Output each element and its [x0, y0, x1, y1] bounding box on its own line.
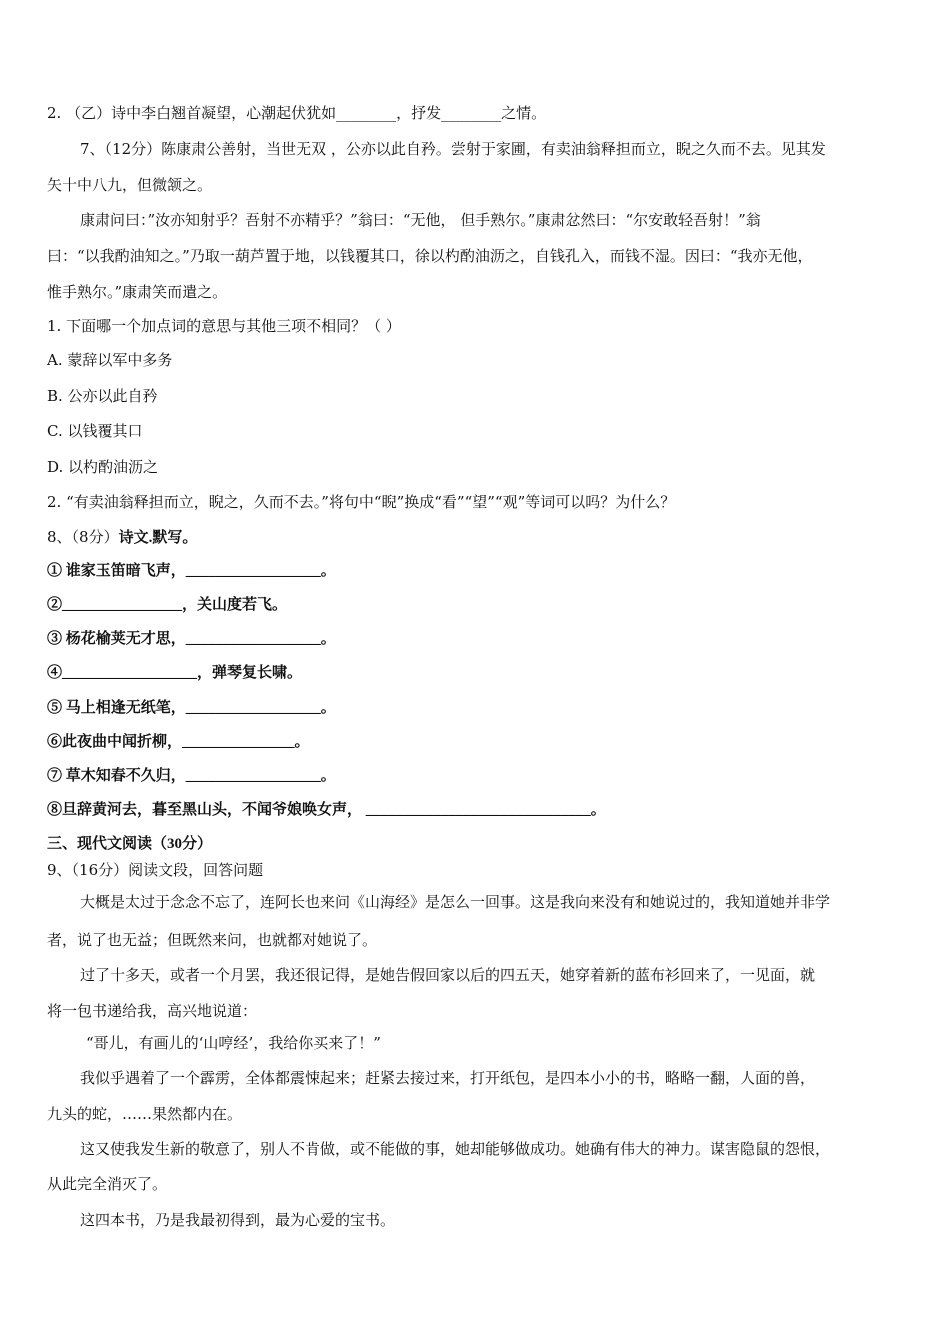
q8-item-7: ⑦ 草木知春不久归，__________________。: [47, 768, 336, 784]
q9-line: 大概是太过于念念不忘了，连阿长也来问《山海经》是怎么一回事。这是我向来没有和她说过的，我知道她并非学: [80, 893, 831, 911]
q8-item-5: ⑤ 马上相逢无纸笔，__________________。: [47, 700, 336, 716]
q9-line: 这四本书，乃是我最初得到，最为心爱的宝书。: [80, 1211, 396, 1229]
q9-line: 过了十多天，或者一个月罢，我还很记得，是她告假回家以后的四五天，她穿着新的蓝布衫回来了，一见面，就: [80, 966, 816, 984]
q8-item-6: ⑥此夜曲中闻折柳，_______________。: [47, 734, 310, 750]
q9-line: 者，说了也无益；但既然来问，也就都对她说了。: [47, 931, 378, 949]
q7-option-d: D. 以杓酌油沥之: [47, 458, 159, 476]
q7-option-c: C. 以钱覆其口: [47, 422, 143, 440]
section3-title: 三、现代文阅读（30分）: [47, 836, 213, 852]
q8-heading-bold: 诗文.默写。: [118, 530, 198, 546]
q8-item-1: ① 谁家玉笛暗飞声，__________________。: [47, 563, 336, 579]
q8-heading: [47, 527, 197, 548]
q9-stem: 9、（16分）阅读文段，回答问题: [47, 861, 264, 879]
q7-para2-line3: 惟手熟尔。”康肃笑而遣之。: [47, 283, 228, 301]
q9-line: 将一包书递给我，高兴地说道：: [47, 1002, 258, 1020]
q9-line: 我似乎遇着了一个霹雳，全体都震悚起来；赶紧去接过来，打开纸包，是四本小小的书，略略一翻，人面的兽，: [80, 1069, 816, 1087]
q7-option-b: B. 公亦以此自矜: [47, 387, 158, 405]
q8-item-3: ③ 杨花榆荚无才思，__________________。: [47, 631, 336, 647]
q7-para2-line2: 曰：“以我酌油知之。”乃取一葫芦置于地，以钱覆其口，徐以杓酌油沥之，自钱孔入，而钱不湿。因曰：“我亦无他，: [47, 247, 813, 265]
q7-para2-line1: 康肃问曰：”汝亦知射乎？吾射不亦精乎？”翁曰：“无他， 但手熟尔。”康肃忿然曰：“尔安敢轻吾射！”翁: [80, 211, 761, 229]
q8-heading-prefix: 8、（8分）: [47, 528, 119, 546]
q7-sub1: 1. 下面哪一个加点词的意思与其他三项不相同？（ ）: [47, 317, 401, 335]
q9-line: “哥儿，有画儿的‘山哼经’，我给你买来了！”: [86, 1034, 381, 1052]
q8-item-2: ②________________，关山度若飞。: [47, 597, 288, 613]
q7-option-a: A. 蒙辞以军中多务: [47, 351, 173, 369]
q6-sub2: 2. （乙）诗中李白翘首凝望，心潮起伏犹如________，抒发________之情。: [47, 104, 547, 122]
q7-sub2: 2. “有卖油翁释担而立，睨之，久而不去。”将句中“睨”换成“看”“望”“观”等词可以吗？为什么？: [47, 493, 676, 511]
q8-item-4: ④__________________，弹琴复长啸。: [47, 665, 303, 681]
q7-stem-line1: 7、（12分）陈康肃公善射，当世无双 ，公亦以此自矜。尝射于家圃，有卖油翁释担而立，睨之久而不去。见其发: [80, 140, 826, 158]
q9-line: 这又使我发生新的敬意了，别人不肯做，或不能做的事，她却能够做成功。她确有伟大的神力。谋害隐鼠的怨恨，: [80, 1140, 831, 1158]
q8-item-8: ⑧旦辞黄河去，暮至黑山头，不闻爷娘唤女声， ______________________________。: [47, 802, 606, 818]
q7-stem-line2: 矢十中八九，但微颔之。: [47, 176, 213, 194]
q9-line: 从此完全消灭了。: [47, 1175, 168, 1193]
q9-line: 九头的蛇，……果然都内在。: [47, 1105, 243, 1123]
